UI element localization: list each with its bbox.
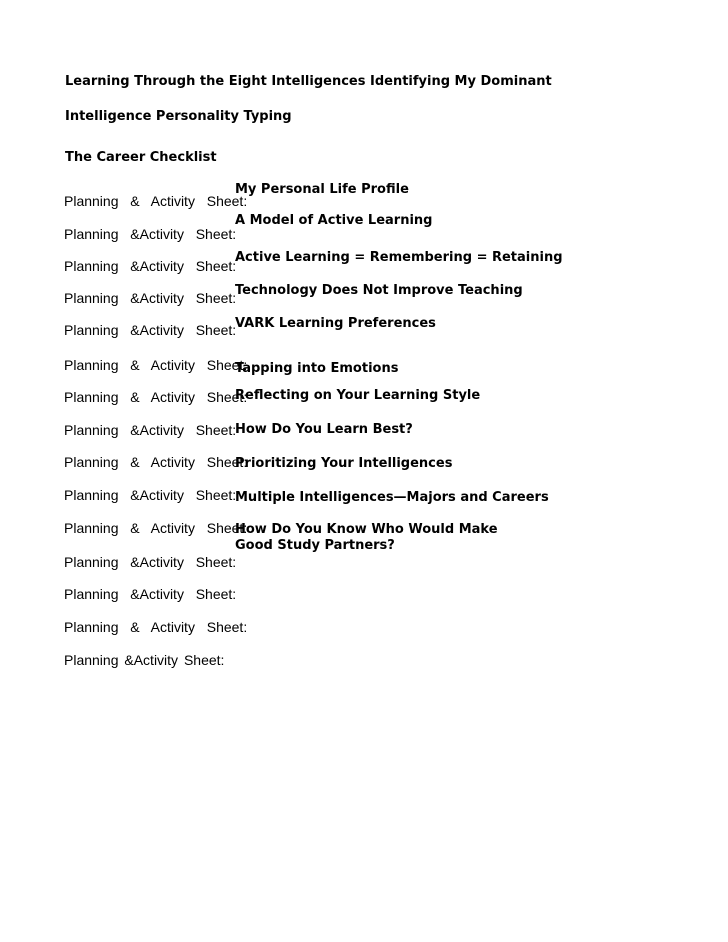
sheet-label: Planning &Activity Sheet: xyxy=(64,322,237,338)
heading-line-2: Intelligence Personality Typing xyxy=(65,109,292,124)
sheet-label: Planning &Activity Sheet: xyxy=(64,258,237,274)
sheet-label: Planning &Activity Sheet: xyxy=(64,290,237,306)
sheet-label: Planning & Activity Sheet: xyxy=(64,619,248,635)
sheet-title: Active Learning = Remembering = Retaining xyxy=(235,250,563,265)
sheet-title: VARK Learning Preferences xyxy=(235,316,436,331)
sheet-title: My Personal Life Profile xyxy=(235,182,409,197)
sheet-label: Planning &Activity Sheet: xyxy=(64,652,225,668)
sheet-title: Prioritizing Your Intelligences xyxy=(235,456,453,471)
sheet-title: Technology Does Not Improve Teaching xyxy=(235,283,523,298)
sheet-label: Planning &Activity Sheet: xyxy=(64,226,237,242)
sheet-label: Planning & Activity Sheet: xyxy=(64,520,248,536)
sheet-title: Multiple Intelligences—Majors and Careers xyxy=(235,490,549,505)
sheet-label: Planning & Activity Sheet: xyxy=(64,389,248,405)
sheet-title: Reflecting on Your Learning Style xyxy=(235,388,481,403)
sheet-title: How Do You Learn Best? xyxy=(235,422,413,437)
sheet-label: Planning & Activity Sheet: xyxy=(64,193,248,209)
heading-line-1: Learning Through the Eight Intelligences Identifying My Dominant xyxy=(65,74,552,89)
sheet-label: Planning &Activity Sheet: xyxy=(64,586,237,602)
sheet-title: How Do You Know Who Would Make Good Study Partners? xyxy=(235,522,498,553)
sheet-label: Planning &Activity Sheet: xyxy=(64,422,237,438)
sheet-title: Tapping into Emotions xyxy=(235,361,399,376)
sheet-label: Planning &Activity Sheet: xyxy=(64,487,237,503)
heading-line-3: The Career Checklist xyxy=(65,150,217,165)
sheet-label: Planning & Activity Sheet: xyxy=(64,357,248,373)
sheet-label: Planning &Activity Sheet: xyxy=(64,554,237,570)
sheet-label: Planning & Activity Sheet: xyxy=(64,454,248,470)
sheet-title: A Model of Active Learning xyxy=(235,213,433,228)
